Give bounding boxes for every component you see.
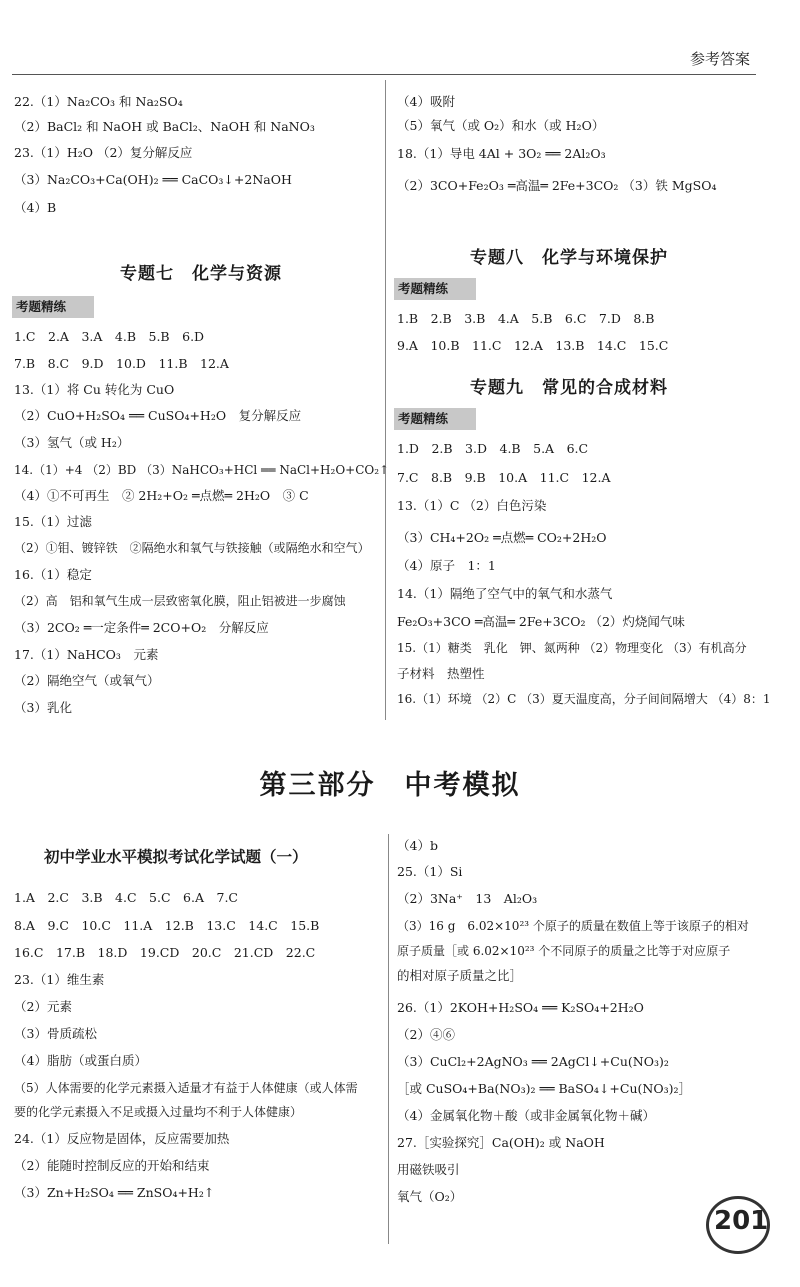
text-line: 用磁铁吸引: [397, 1162, 460, 1177]
text-line: 23.（1）H₂O （2）复分解反应: [14, 145, 193, 160]
header-label: 参考答案: [689, 50, 750, 68]
text-line: 22.（1）Na₂CO₃ 和 Na₂SO₄: [14, 94, 183, 109]
text-line: （3）氢气（或 H₂）: [14, 435, 130, 450]
text-line: （4）金属氧化物＋酸（或非金属氧化物＋碱）: [397, 1108, 655, 1123]
text-line: （2）隔绝空气（或氧气）: [14, 673, 160, 688]
text-line: 24.（1）反应物是固体，反应需要加热: [14, 1131, 230, 1146]
text-line: （3）2CO₂ ═一定条件═ 2CO+O₂ 分解反应: [14, 620, 269, 635]
section-badge: 考题精练: [394, 278, 476, 300]
column-divider-lower: [388, 834, 389, 1244]
section-title: 专题七 化学与资源: [120, 264, 282, 284]
text-line: （3）Zn+H₂SO₄ ══ ZnSO₄+H₂↑: [14, 1185, 215, 1200]
text-line: ［或 CuSO₄+Ba(NO₃)₂ ══ BaSO₄↓+Cu(NO₃)₂］: [397, 1081, 691, 1096]
exam-title: 初中学业水平模拟考试化学试题（一）: [44, 848, 308, 866]
text-line: 9.A 10.B 11.C 12.A 13.B 14.C 15.C: [397, 338, 669, 353]
text-line: 的相对原子质量之比］: [397, 968, 523, 983]
text-line: （4）吸附: [397, 94, 455, 109]
text-line: 7.B 8.C 9.D 10.D 11.B 12.A: [14, 356, 229, 371]
text-line: （2）①钼、镀锌铁 ②隔绝水和氧气与铁接触（或隔绝水和空气）: [14, 541, 370, 555]
text-line: （4）B: [14, 200, 57, 215]
text-line: （3）CuCl₂+2AgNO₃ ══ 2AgCl↓+Cu(NO₃)₂: [397, 1054, 669, 1069]
text-line: （5）氧气（或 O₂）和水（或 H₂O）: [397, 118, 605, 133]
text-line: Fe₂O₃+3CO ═高温═ 2Fe+3CO₂ （2）灼烧闻气味: [397, 614, 685, 629]
text-line: 13.（1）C （2）白色污染: [397, 498, 547, 513]
text-line: 15.（1）过滤: [14, 514, 92, 529]
text-line: （4）b: [397, 838, 438, 853]
text-line: 要的化学元素摄入不足或摄入过量均不利于人体健康）: [14, 1105, 303, 1119]
text-line: 25.（1）Si: [397, 864, 463, 879]
text-line: 23.（1）维生素: [14, 972, 105, 987]
text-line: 26.（1）2KOH+H₂SO₄ ══ K₂SO₄+2H₂O: [397, 1000, 644, 1015]
text-line: 1.D 2.B 3.D 4.B 5.A 6.C: [397, 441, 589, 456]
text-line: （3）乳化: [14, 700, 72, 715]
text-line: 16.C 17.B 18.D 19.CD 20.C 21.CD 22.C: [14, 945, 316, 960]
text-line: 14.（1）+4 （2）BD （3）NaHCO₃+HCl ══ NaCl+H₂O+CO₂↑: [14, 463, 390, 477]
text-line: 16.（1）环境 （2）C （3）夏天温度高，分子间间隔增大 （4）8：1: [397, 692, 771, 706]
text-line: 1.C 2.A 3.A 4.B 5.B 6.D: [14, 329, 205, 344]
text-line: 13.（1）将 Cu 转化为 CuO: [14, 382, 175, 397]
text-line: 16.（1）稳定: [14, 567, 92, 582]
column-divider: [385, 80, 386, 720]
section-title: 专题九 常见的合成材料: [470, 378, 668, 398]
text-line: 氧气（O₂）: [397, 1189, 463, 1204]
text-line: （2）CuO+H₂SO₄ ══ CuSO₄+H₂O 复分解反应: [14, 408, 302, 423]
text-line: 原子质量［或 6.02×10²³ 个不同原子的质量之比等于对应原子: [397, 944, 731, 958]
section-badge: 考题精练: [394, 408, 476, 430]
text-line: 1.A 2.C 3.B 4.C 5.C 6.A 7.C: [14, 890, 238, 905]
text-line: 27.［实验探究］Ca(OH)₂ 或 NaOH: [397, 1135, 605, 1150]
text-line: （2）高 铝和氧气生成一层致密氧化膜，阻止铝被进一步腐蚀: [14, 594, 346, 608]
text-line: 17.（1）NaHCO₃ 元素: [14, 647, 159, 662]
text-line: （5）人体需要的化学元素摄入适量才有益于人体健康（或人体需: [14, 1081, 358, 1095]
text-line: 15.（1）糖类 乳化 钾、氮两种 （2）物理变化 （3）有机高分: [397, 641, 747, 655]
text-line: （2）BaCl₂ 和 NaOH 或 BaCl₂、NaOH 和 NaNO₃: [14, 119, 315, 134]
text-line: （2）元素: [14, 999, 72, 1014]
text-line: （4）脂肪（或蛋白质）: [14, 1053, 147, 1068]
text-line: 7.C 8.B 9.B 10.A 11.C 12.A: [397, 470, 611, 485]
text-line: （3）Na₂CO₃+Ca(OH)₂ ══ CaCO₃↓+2NaOH: [14, 172, 292, 187]
text-line: （3）CH₄+2O₂ ═点燃═ CO₂+2H₂O: [397, 530, 607, 545]
section-badge: 考题精练: [12, 296, 94, 318]
header-rule: [12, 74, 756, 75]
part-title: 第三部分 中考模拟: [259, 770, 521, 801]
section-title: 专题八 化学与环境保护: [470, 248, 668, 268]
text-line: （2）3CO+Fe₂O₃ ═高温═ 2Fe+3CO₂ （3）铁 MgSO₄: [397, 178, 717, 193]
text-line: 8.A 9.C 10.C 11.A 12.B 13.C 14.C 15.B: [14, 918, 320, 933]
text-line: （3）16 g 6.02×10²³ 个原子的质量在数值上等于该原子的相对: [397, 919, 749, 933]
text-line: （2）3Na⁺ 13 Al₂O₃: [397, 891, 538, 906]
text-line: 子材料 热塑性: [397, 666, 485, 681]
text-line: （2）能随时控制反应的开始和结束: [14, 1158, 210, 1173]
page-number: 201: [714, 1206, 769, 1236]
text-line: （4）原子 1：1: [397, 558, 496, 573]
text-line: 1.B 2.B 3.B 4.A 5.B 6.C 7.D 8.B: [397, 311, 655, 326]
text-line: 18.（1）导电 4Al + 3O₂ ══ 2Al₂O₃: [397, 146, 606, 161]
text-line: （4）①不可再生 ② 2H₂+O₂ ═点燃═ 2H₂O ③ C: [14, 488, 309, 503]
text-line: （2）④⑥: [397, 1027, 455, 1042]
text-line: （3）骨质疏松: [14, 1026, 97, 1041]
text-line: 14.（1）隔绝了空气中的氧气和水蒸气: [397, 586, 613, 601]
